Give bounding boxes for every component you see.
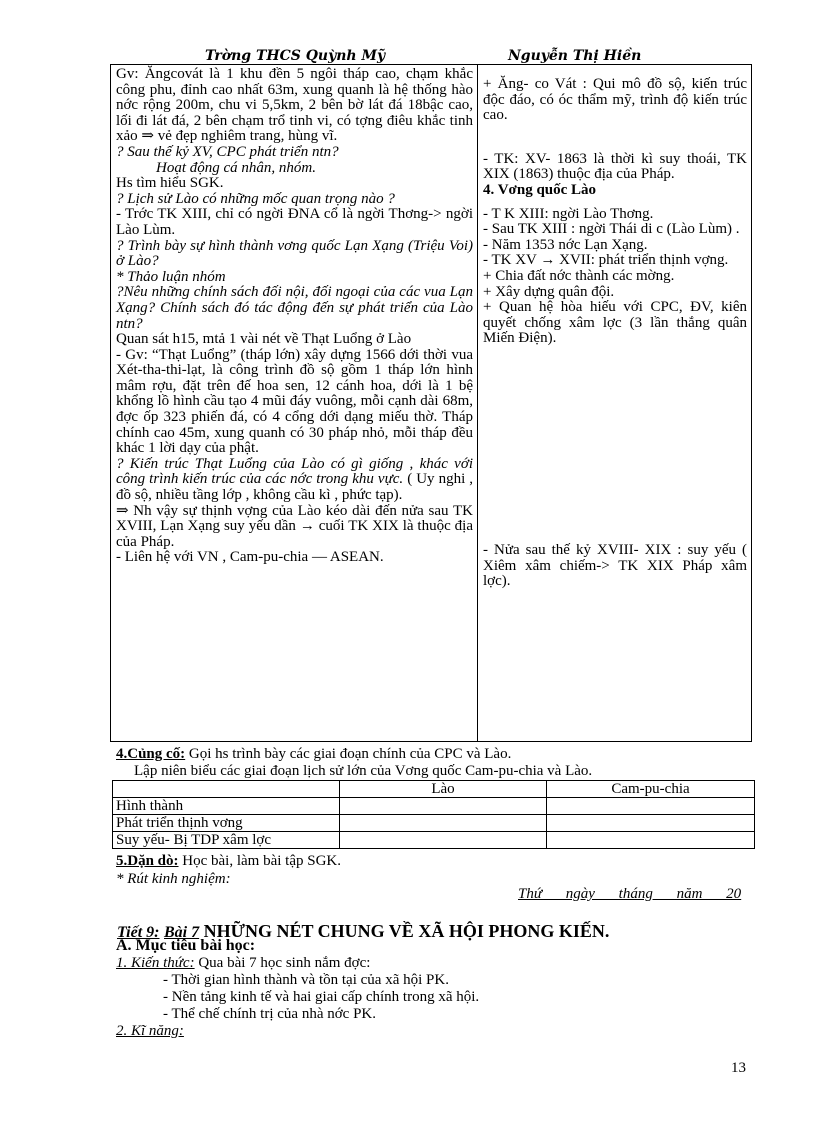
- table-cell: [340, 815, 547, 832]
- page-number: 13: [731, 1060, 746, 1076]
- paragraph: + Ăng- co Vát : Qui mô đồ sộ, kiến trúc độc đáo, có óc thẩm mỹ, trình độ kiến trúc cao.: [483, 76, 747, 124]
- paragraph: Quan sát h15, mtả 1 vài nét về Thạt Luổng ở Lào: [116, 331, 412, 348]
- table-header-cell: Lào: [340, 781, 547, 798]
- consolidate-line-2: Lập niên biểu các giai đoạn lịch sử lớn của Vơng quốc Cam-pu-chia và Lào.: [134, 763, 593, 779]
- table-cell: [340, 798, 547, 815]
- paragraph: - Năm 1353 nớc Lạn Xạng.: [483, 236, 648, 253]
- table-cell: [547, 815, 755, 832]
- homework-text: Học bài, làm bài tập SGK.: [178, 853, 341, 869]
- lesson-number: Tiết 9:: [117, 924, 160, 941]
- table-row: [113, 832, 755, 849]
- teacher-activity-column: [111, 65, 478, 741]
- question: ? Sau thế kỷ XV, CPC phát triển ntn?: [116, 143, 339, 160]
- table-row: [113, 781, 755, 798]
- knowledge-item: - Thể chế chính trị của nhà nớc PK.: [163, 1006, 377, 1022]
- table-header-cell: Cam-pu-chia: [547, 781, 755, 798]
- table-cell: Suy yếu- Bị TDP xâm lợc: [113, 832, 340, 849]
- paragraph: - TK XV → XVII: phát triển thịnh vợng.: [483, 252, 729, 269]
- question: ? Kiến trúc Thạt Luổng của Lào có gì giống , khác với công trình kiến trúc của các nớc trong khu vực.: [116, 455, 473, 488]
- content-column: [478, 65, 751, 741]
- timeline-table: [112, 780, 755, 849]
- paragraph: - Liên hệ với VN , Cam-pu-chia — ASEAN.: [116, 549, 384, 566]
- knowledge-label: 1. Kiến thức:: [116, 955, 195, 971]
- table-row: [113, 815, 755, 832]
- experience-note: * Rút kinh nghiệm:: [116, 871, 231, 887]
- header-school: Trờng THCS Quỳnh Mỹ: [205, 48, 386, 64]
- paragraph: Gv: Ăngcovát là 1 khu đền 5 ngôi tháp cao, chạm khắc công phu, đỉnh cao nhất 63m, xung quanh là hệ thống hào nớc rộng 200m, chu vi 5,5km, 2 bên bờ lát đá 18bậc cao, lối đi lát đá, 2 bên chạm trổ tinh vi, có tợng điêu khắc tinh xảo ⇒ vẻ đẹp nghiêm trang, hùng vĩ.: [116, 66, 473, 145]
- date-line: Thứ ngày tháng năm 20: [518, 886, 742, 902]
- skills-label: 2. Kĩ năng:: [116, 1023, 184, 1039]
- homework-line: [116, 853, 341, 869]
- paragraph: - TK: XV- 1863 là thời kì suy thoái, TK XIX (1863) thuộc địa của Pháp.: [483, 150, 747, 183]
- answer: ( Uy nghi , đồ sộ, nhiều tầng lớp , không cầu kì , phức tạp).: [116, 471, 474, 504]
- paragraph: - Sau TK XIII : ngời Thái di c (Lào Lùm) .: [483, 221, 740, 238]
- consolidate-line: [116, 746, 511, 762]
- question: ? Trình bày sự hình thành vơng quốc Lạn Xạng (Triệu Voi) ở Lào?: [116, 237, 473, 270]
- table-header-cell: [113, 781, 340, 798]
- knowledge-item: - Nền tảng kinh tế và hai giai cấp chính trong xã hội.: [163, 989, 480, 1005]
- lesson-table: [110, 64, 752, 742]
- activity-note: * Thảo luận nhóm: [116, 268, 226, 285]
- question: ?Nêu những chính sách đối nội, đối ngoại của các vua Lạn Xạng? Chính sách đó tác động đến sự phát triển của Lào ntn?: [116, 284, 473, 332]
- knowledge-item: - Thời gian hình thành và tồn tại của xã hội PK.: [163, 972, 449, 988]
- paragraph: - Gv: “Thạt Luổng” (tháp lớn) xây dựng 1566 dới thời vua Xét-tha-thi-lạt, là công trình đồ sộ gồm 1 tháp lớn hình mâm rợu, đặt trên đế hoa sen, 12 cánh hoa, dới là 1 bệ khổng lồ hình cầu tạo 4 mũi đáy vuông, mỗi cạnh dài 68m, đợc ốp 323 phiến đá, có 4 cổng dới dạng miếu thờ. Tháp chính cao 45m, xung quanh có 30 pháp nhỏ, mỗi tháp đều khác 1 lời dạy của phật.: [116, 346, 473, 457]
- table-cell: [340, 832, 547, 849]
- paragraph: + Quan hệ hòa hiếu với CPC, ĐV, kiên quyết chống xâm lợc (3 lần thắng quân Miến Điện).: [483, 299, 747, 347]
- knowledge-text: Qua bài 7 học sinh nắm đợc:: [194, 955, 371, 971]
- paragraph: - Nửa sau thế kỷ XVIII- XIX : suy yếu ( Xiêm xâm chiếm-> TK XIX Pháp xâm lợc).: [483, 541, 747, 590]
- paragraph: ⇒ Nh vậy sự thịnh vợng của Lào kéo dài đến nửa sau TK XVIII, Lạn Xạng suy yếu dần → cuối TK XIX là thuộc địa của Pháp.: [116, 502, 473, 550]
- table-cell: Phát triển thịnh vơng: [113, 815, 340, 832]
- table-row: [113, 798, 755, 815]
- paragraph: + Chia đất nớc thành các mờng.: [483, 267, 675, 284]
- lesson-heading: NHỮNG NÉT CHUNG VỀ XÃ HỘI PHONG KIẾN.: [203, 921, 610, 941]
- question-block: [116, 457, 473, 504]
- table-cell: [547, 798, 755, 815]
- table-cell: [547, 832, 755, 849]
- question: ? Lịch sử Lào có những mốc quan trọng nào ?: [116, 190, 395, 207]
- activity-note: Hoạt động cá nhân, nhóm.: [156, 159, 316, 176]
- paragraph: + Xây dựng quân đội.: [483, 283, 615, 300]
- paragraph: Hs tìm hiểu SGK.: [116, 175, 224, 192]
- table-cell: Hình thành: [113, 798, 340, 815]
- section-heading: 4. Vơng quốc Lào: [483, 181, 597, 198]
- header-author: Nguyễn Thị Hiền: [508, 48, 642, 64]
- knowledge-line: [116, 955, 370, 971]
- lesson-bai: Bài 7: [164, 924, 200, 941]
- paragraph: - Trớc TK XIII, chỉ có ngời ĐNA cổ là ngời Thơng-> ngời Lào Lùm.: [116, 206, 473, 238]
- paragraph: - T K XIII: ngời Lào Thơng.: [483, 205, 654, 222]
- consolidate-label: 4.Củng cố:: [116, 746, 186, 762]
- homework-label: 5.Dặn dò:: [116, 853, 179, 869]
- consolidate-text: Gọi hs trình bày các giai đoạn chính của CPC và Lào.: [185, 746, 512, 762]
- objectives-heading: A. Mục tiêu bài học:: [116, 937, 256, 954]
